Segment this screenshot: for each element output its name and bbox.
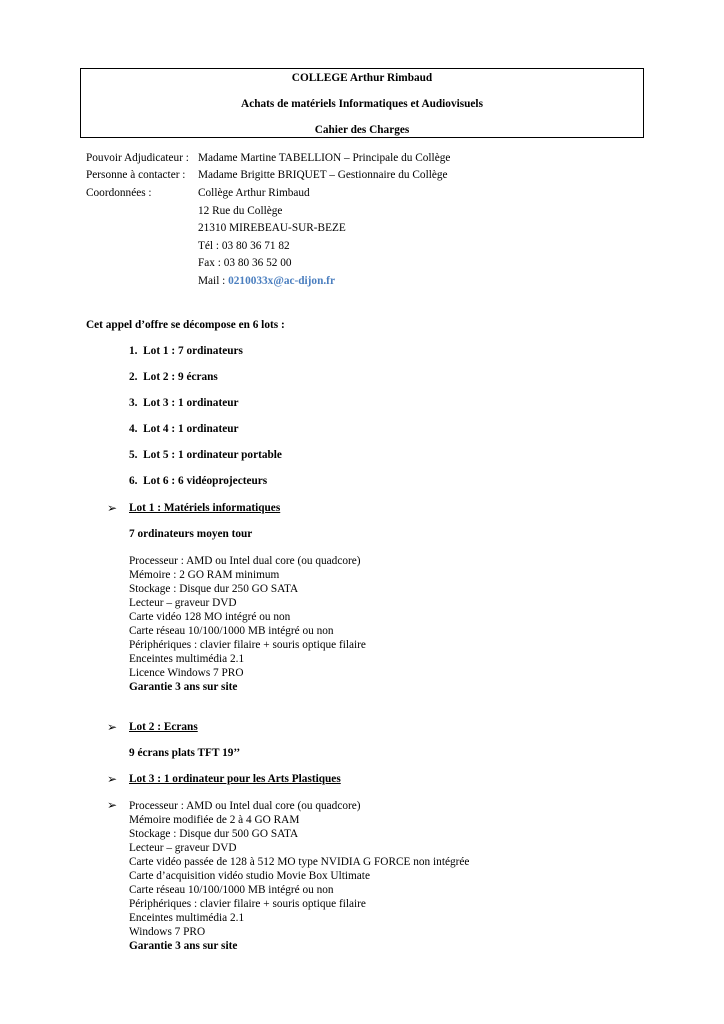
lot-label: Lot 6 : 6 vidéoprojecteurs (143, 475, 268, 487)
spec-line: Windows 7 PRO (129, 926, 206, 938)
header-school-name: COLLEGE Arthur Rimbaud (291, 72, 433, 84)
mail-link[interactable]: 0210033x@ac-dijon.fr (228, 275, 335, 287)
lot1-warranty: Garantie 3 ans sur site (129, 681, 238, 693)
arrow-bullet-icon: ➢ (107, 501, 118, 515)
lot3-title: Lot 3 : 1 ordinateur pour les Arts Plastiques (129, 773, 341, 785)
lot1-title: Lot 1 : Matériels informatiques (129, 502, 281, 514)
lot-label: Lot 2 : 9 écrans (143, 371, 218, 383)
lot-number: 3. (129, 397, 138, 409)
spec-line: Mémoire modifiée de 2 à 4 GO RAM (129, 814, 300, 826)
lot-number: 4. (129, 423, 138, 435)
lot-number: 5. (129, 449, 138, 461)
lot-list-item (129, 475, 267, 487)
lot-label: Lot 3 : 1 ordinateur (143, 397, 239, 409)
lot-label: Lot 5 : 1 ordinateur portable (143, 449, 282, 461)
lot3-specs (129, 799, 469, 953)
spec-line: Carte d’acquisition vidéo studio Movie Box Ultimate (129, 870, 370, 882)
fax-line: Fax : 03 80 36 52 00 (198, 257, 292, 269)
lot3-warranty: Garantie 3 ans sur site (129, 940, 238, 952)
lot2-subtitle: 9 écrans plats TFT 19’’ (129, 747, 241, 759)
spec-line: Enceintes multimédia 2.1 (129, 653, 245, 665)
coordonnees-label: Coordonnées : (86, 187, 152, 199)
personne-label: Personne à contacter : (86, 169, 186, 181)
lot-list-item (129, 397, 239, 409)
lot-list-item (129, 345, 243, 357)
spec-line: Carte réseau 10/100/1000 MB intégré ou non (129, 625, 334, 637)
lot1-specs (129, 554, 366, 694)
address-line: 12 Rue du Collège (198, 205, 283, 217)
spec-line: Carte vidéo passée de 128 à 512 MO type NVIDIA G FORCE non intégrée (129, 856, 470, 868)
spec-line: Lecteur – graveur DVD (129, 842, 237, 854)
spec-line: Mémoire : 2 GO RAM minimum (129, 569, 280, 581)
spec-line: Périphériques : clavier filaire + souris optique filaire (129, 898, 366, 910)
spec-line: Enceintes multimédia 2.1 (129, 912, 245, 924)
lot-list-item (129, 423, 239, 435)
spec-line: Lecteur – graveur DVD (129, 597, 237, 609)
lot-label: Lot 4 : 1 ordinateur (143, 423, 239, 435)
lot-list-item (129, 449, 282, 461)
lot-list-item (129, 371, 218, 383)
personne-value: Madame Brigitte BRIQUET – Gestionnaire du Collège (198, 169, 448, 181)
arrow-bullet-icon: ➢ (107, 720, 118, 734)
mail-label: Mail : (198, 275, 229, 287)
spec-line: Stockage : Disque dur 250 GO SATA (129, 583, 299, 595)
arrow-bullet-icon: ➢ (107, 798, 118, 812)
spec-line: Processeur : AMD ou Intel dual core (ou quadcore) (129, 555, 361, 567)
header-box (80, 68, 644, 138)
mail-line (198, 275, 335, 287)
lot1-subtitle: 7 ordinateurs moyen tour (129, 528, 253, 540)
arrow-bullet-icon: ➢ (107, 772, 118, 786)
lot-number: 1. (129, 345, 138, 357)
header-doc-type: Cahier des Charges (314, 124, 410, 136)
address-line: 21310 MIREBEAU-SUR-BEZE (198, 222, 346, 234)
pouvoir-label: Pouvoir Adjudicateur : (86, 152, 189, 164)
spec-line: Licence Windows 7 PRO (129, 667, 244, 679)
intro-text: Cet appel d’offre se décompose en 6 lots : (86, 319, 285, 331)
spec-line: Carte vidéo 128 MO intégré ou non (129, 611, 291, 623)
spec-line: Stockage : Disque dur 500 GO SATA (129, 828, 299, 840)
lot-label: Lot 1 : 7 ordinateurs (143, 345, 243, 357)
spec-line: Périphériques : clavier filaire + souris optique filaire (129, 639, 366, 651)
phone-line: Tél : 03 80 36 71 82 (198, 240, 290, 252)
header-purchase-title: Achats de matériels Informatiques et Audiovisuels (241, 98, 483, 110)
spec-line: Carte réseau 10/100/1000 MB intégré ou non (129, 884, 334, 896)
pouvoir-value: Madame Martine TABELLION – Principale du Collège (198, 152, 451, 164)
lot-number: 6. (129, 475, 138, 487)
spec-line: Processeur : AMD ou Intel dual core (ou quadcore) (129, 800, 361, 812)
address-line: Collège Arthur Rimbaud (198, 187, 310, 199)
lot2-title: Lot 2 : Ecrans (129, 721, 198, 733)
lot-number: 2. (129, 371, 138, 383)
